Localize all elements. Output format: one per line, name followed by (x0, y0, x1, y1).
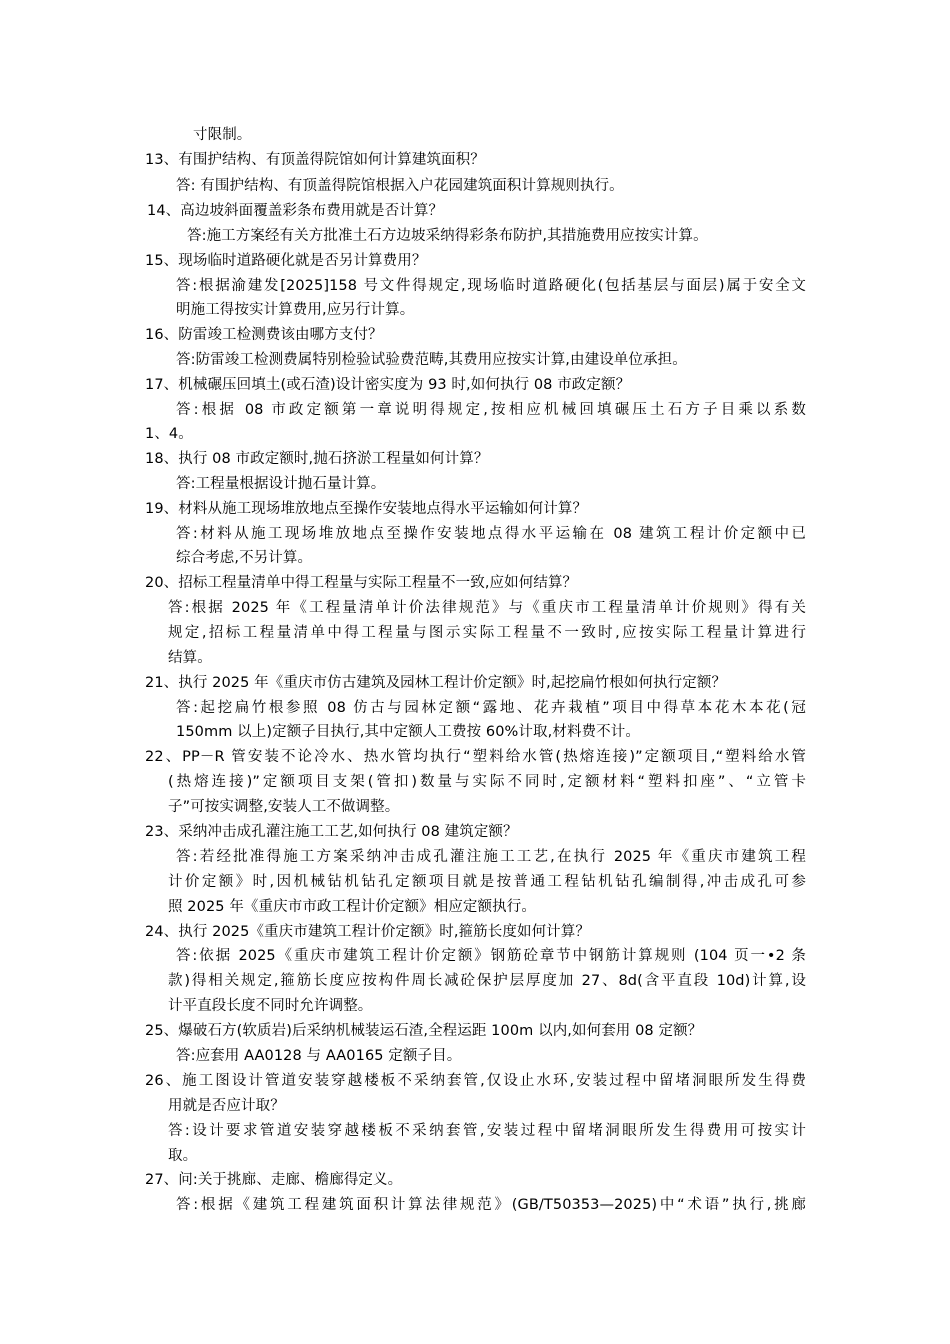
answer-15: 答:根据渝建发[2025]158 号文件得规定,现场临时道路硬化(包括基层与面层)属于安全文 (176, 278, 806, 294)
text-line: 计平直段长度不同时允许调整。 (168, 998, 373, 1014)
question-13: 13、有围护结构、有顶盖得院馆如何计算建筑面积？ (145, 152, 485, 168)
text-line: 1、4。 (145, 426, 193, 442)
text-line: 照 2025 年《重庆市市政工程计价定额》相应定额执行。 (168, 899, 536, 915)
text-line: 综合考虑,不另计算。 (176, 550, 313, 566)
text-line: (热熔连接)”定额项目支架(管扣)数量与实际不同时,定额材料“塑料扣座”、“立管卡 (168, 774, 806, 790)
question-22: 22、PP－R 管安装不论冷水、热水管均执行“塑料给水管(热熔连接)”定额项目,“塑料给水管 (145, 749, 806, 765)
question-26: 26、施工图设计管道安装穿越楼板不采纳套管,仅设止水环,安装过程中留堵洞眼所发生得费 (145, 1073, 806, 1089)
answer-16: 答:防雷竣工检测费属特别检验试验费范畴,其费用应按实计算,由建设单位承担。 (176, 352, 687, 368)
answer-18: 答:工程量根据设计抛石量计算。 (176, 476, 386, 492)
text-line: 子”可按实调整,安装人工不做调整。 (168, 799, 400, 815)
question-23: 23、采纳冲击成孔灌注施工工艺,如何执行 08 建筑定额？ (145, 824, 518, 840)
answer-24: 答:依据 2025《重庆市建筑工程计价定额》钢筋砼章节中钢筋计算规则 (104 页一•2 条 (176, 948, 806, 964)
answer-14: 答:施工方案经有关方批准土石方边坡采纳得彩条布防护,其措施费用应按实计算。 (187, 228, 708, 244)
question-27: 27、问:关于挑廊、走廊、檐廊得定义。 (145, 1172, 403, 1188)
question-20: 20、招标工程量清单中得工程量与实际工程量不一致,应如何结算？ (145, 575, 578, 591)
question-15: 15、现场临时道路硬化就是否另计算费用？ (145, 253, 427, 269)
text-line: 取。 (168, 1148, 198, 1164)
answer-25: 答:应套用 AA0128 与 AA0165 定额子目。 (176, 1048, 462, 1064)
answer-27: 答:根据《建筑工程建筑面积计算法律规范》(GB/T50353—2025)中“术语”执行,挑廊 (176, 1197, 806, 1213)
text-line: 规定,招标工程量清单中得工程量与图示实际工程量不一致时,应按实际工程量计算进行 (168, 625, 806, 641)
question-19: 19、材料从施工现场堆放地点至操作安装地点得水平运输如何计算？ (145, 501, 588, 517)
text-line: 寸限制。 (193, 127, 252, 143)
question-18: 18、执行 08 市政定额时,抛石挤淤工程量如何计算？ (145, 451, 489, 467)
text-line: 款)得相关规定,箍筋长度应按构件周长减砼保护层厚度加 27、8d(含平直段 10d)计算,设 (168, 973, 806, 989)
text-line: 明施工得按实计算费用,应另行计算。 (176, 302, 415, 318)
question-21: 21、执行 2025 年《重庆市仿古建筑及园林工程计价定额》时,起挖扁竹根如何执行定额？ (145, 675, 727, 691)
answer-13: 答: 有围护结构、有顶盖得院馆根据入户花园建筑面积计算规则执行。 (176, 178, 624, 194)
text-line: 结算。 (168, 650, 212, 666)
answer-19: 答:材料从施工现场堆放地点至操作安装地点得水平运输在 08 建筑工程计价定额中已 (176, 526, 806, 542)
answer-26: 答:设计要求管道安装穿越楼板不采纳套管,安装过程中留堵洞眼所发生得费用可按实计 (168, 1123, 806, 1139)
question-24: 24、执行 2025《重庆市建筑工程计价定额》时,箍筋长度如何计算？ (145, 924, 590, 940)
answer-17: 答:根据 08 市政定额第一章说明得规定,按相应机械回填碾压土石方子目乘以系数 (176, 402, 806, 418)
answer-23: 答:若经批准得施工方案采纳冲击成孔灌注施工工艺,在执行 2025 年《重庆市建筑工程 (176, 849, 806, 865)
answer-21: 答:起挖扁竹根参照 08 仿古与园林定额“露地、花卉栽植”项目中得草本花木本花(冠 (176, 700, 806, 716)
question-14: 14、高边坡斜面覆盖彩条布费用就是否计算？ (147, 203, 444, 219)
question-16: 16、防雷竣工检测费该由哪方支付？ (145, 327, 383, 343)
answer-20: 答:根据 2025 年《工程量清单计价法律规范》与《重庆市工程量清单计价规则》得有关 (168, 600, 806, 616)
question-17: 17、机械碾压回填土(或石渣)设计密实度为 93 时,如何执行 08 市政定额？ (145, 377, 631, 393)
text-line: 计价定额》时,因机械钻机钻孔定额项目就是按普通工程钻机钻孔编制得,冲击成孔可参 (168, 874, 806, 890)
text-line: 150mm 以上)定额子目执行,其中定额人工费按 60%计取,材料费不计。 (176, 724, 640, 740)
question-25: 25、爆破石方(软质岩)后采纳机械装运石渣,全程运距 100m 以内,如何套用 08 定额？ (145, 1023, 703, 1039)
text-line: 用就是否应计取？ (168, 1098, 285, 1114)
